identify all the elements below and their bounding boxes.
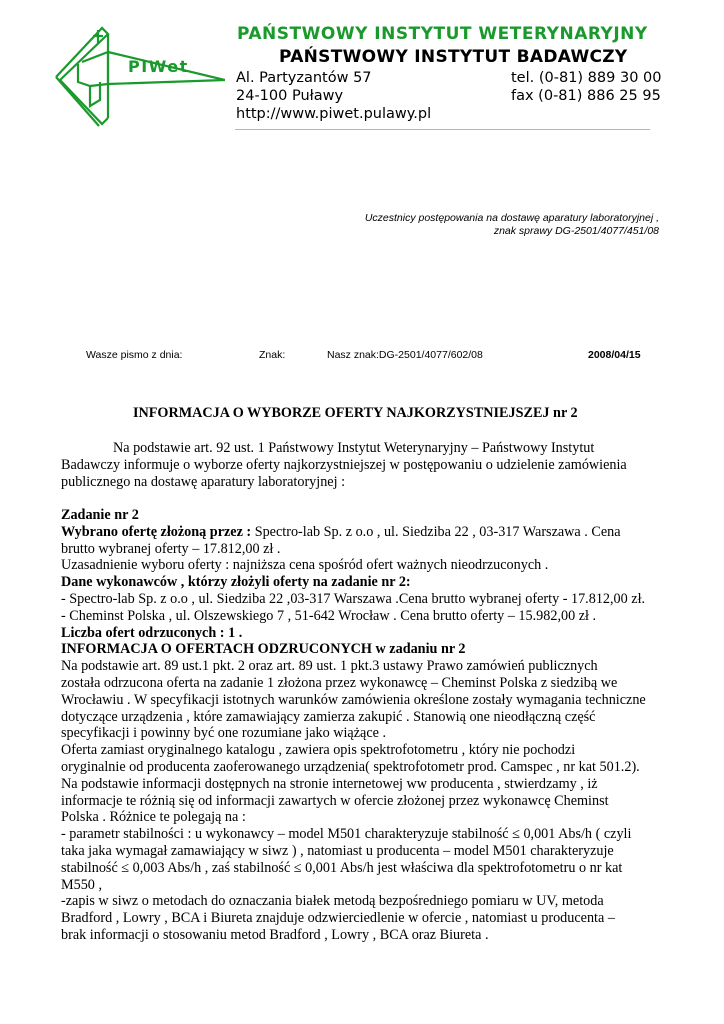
selected-offer-label: Wybrano ofertę złożoną przez : [61,523,252,540]
our-sign: Nasz znak:DG-2501/4077/602/08 [327,349,483,361]
decision-section [61,507,661,944]
rejected-line: taka jaka wymagał zamawiający w siwz ) , natomiast u producenta – model M501 charakteryzuje [61,842,614,859]
bidder-item: - Cheminst Polska , ul. Olszewskiego 7 , 51-642 Wrocław . Cena brutto oferty – 15.982,00 zł . [61,607,597,624]
rejected-line: -zapis w siwz o metodach do oznaczania białek metodą bezpośredniego pomiaru w UV, metoda [61,893,604,910]
recipients-line: Uczestnicy postępowania na dostawę aparatury laboratoryjnej , [364,212,659,224]
task-heading: Zadanie nr 2 [61,507,139,523]
rejected-line: specyfikacji i powinny być one rozumiane jako wiążące . [61,725,387,742]
rejected-line: - parametr stabilności : u wykonawcy – model M501 charakteryzuje stabilność ≤ 0,001 Abs/h ( czyli [61,826,632,843]
phone-number: tel. (0-81) 889 30 00 [511,70,662,86]
fax-number: fax (0-81) 886 25 95 [511,88,661,104]
intro-line: Badawczy informuje o wyborze oferty najkorzystniejszej w postępowaniu o udzielenie zamówienia [61,456,627,473]
institute-name: PAŃSTWOWY INSTYTUT WETERYNARYJNY [237,24,648,44]
bidder-item: - Spectro-lab Sp. z o.o , ul. Siedziba 22 ,03-317 Warszawa .Cena brutto wybranej oferty - 17.812,00 zł. [61,590,646,607]
rejected-line: stabilność ≤ 0,003 Abs/h , zaś stabilność ≤ 0,001 Abs/h jest właściwa dla spektrofotometru o nr kat [61,859,623,876]
rejected-count: Liczba ofert odrzuconych : 1 . [61,624,243,641]
rejected-line: oryginalnie od producenta zaoferowanego urządzenia( spektrofotometr prod. Camspec , nr kat 501.2). [61,758,640,775]
website-link[interactable]: http://www.piwet.pulawy.pl [236,106,432,122]
rejected-line: Oferta zamiast oryginalnego katalogu , zawiera opis spektrofotometru , który nie pochodzi [61,742,576,759]
rejected-heading: INFORMACJA O OFERTACH ODZRUCONYCH w zadaniu nr 2 [61,641,466,658]
logo-text: PIWet [128,57,189,76]
piwet-logo [50,22,225,130]
rejected-line: Na podstawie informacji dostępnych na stronie internetowej ww producenta , stwierdzamy , iż [61,775,598,792]
rejected-line: M550 , [61,876,102,893]
sign-label: Znak: [259,349,286,361]
selected-offer-line [61,524,661,541]
selected-offer-text: Spectro-lab Sp. z o.o , ul. Siedziba 22 , 03-317 Warszawa . Cena [251,523,621,540]
address-city: 24-100 Puławy [236,88,344,104]
header-divider [235,129,650,130]
intro-paragraph [61,440,661,490]
rejected-line: Wrocławiu . W specyfikacji istotnych warunków zamówienia określone zostały wymagania techniczne [61,691,646,708]
rejected-line: Polska . Różnice te polegają na : [61,809,246,826]
letter-date: 2008/04/15 [588,349,641,361]
rejected-line: dotyczące urządzenia , które zamawiający zamierza zakupić . Stanowią one nieodłączną część [61,708,596,725]
rejected-line: Bradford , Lowry , BCA i Biureta znajduje odzwierciedlenie w ofercie , natomiast u producenta – [61,910,615,927]
selected-offer-price: brutto wybranej oferty – 17.812,00 zł . [61,540,281,557]
institute-subtitle: PAŃSTWOWY INSTYTUT BADAWCZY [279,47,628,67]
justification: Uzasadnienie wyboru oferty : najniższa cena spośród ofert ważnych nieodrzuconych . [61,557,549,574]
address-street: Al. Partyzantów 57 [236,70,372,86]
rejected-line: brak informacji o stosowaniu metod Bradford , Lowry , BCA oraz Biureta . [61,926,489,943]
rejected-line: została odrzucona oferta na zadanie 1 złożona przez wykonawcę – Cheminst Polska z siedzibą we [61,674,618,691]
rejected-line: informacje te różnią się od informacji zawartych w ofercie złożonej przez wykonawcę Cheminst [61,792,609,809]
rejected-line: Na podstawie art. 89 ust.1 pkt. 2 oraz art. 89 ust. 1 pkt.3 ustawy Prawo zamówień publicznych [61,658,598,675]
intro-line: publicznego na dostawę aparatury laboratoryjnej : [61,473,346,490]
intro-line: Na podstawie art. 92 ust. 1 Państwowy Instytut Weterynaryjny – Państwowy Instytut [113,440,595,456]
your-letter-label: Wasze pismo z dnia: [86,349,183,361]
document-title: INFORMACJA O WYBORZE OFERTY NAJKORZYSTNIEJSZEJ nr 2 [133,405,578,421]
bidders-heading: Dane wykonawców , którzy złożyli oferty na zadanie nr 2: [61,574,411,591]
case-number: znak sprawy DG-2501/4077/451/08 [493,225,659,237]
